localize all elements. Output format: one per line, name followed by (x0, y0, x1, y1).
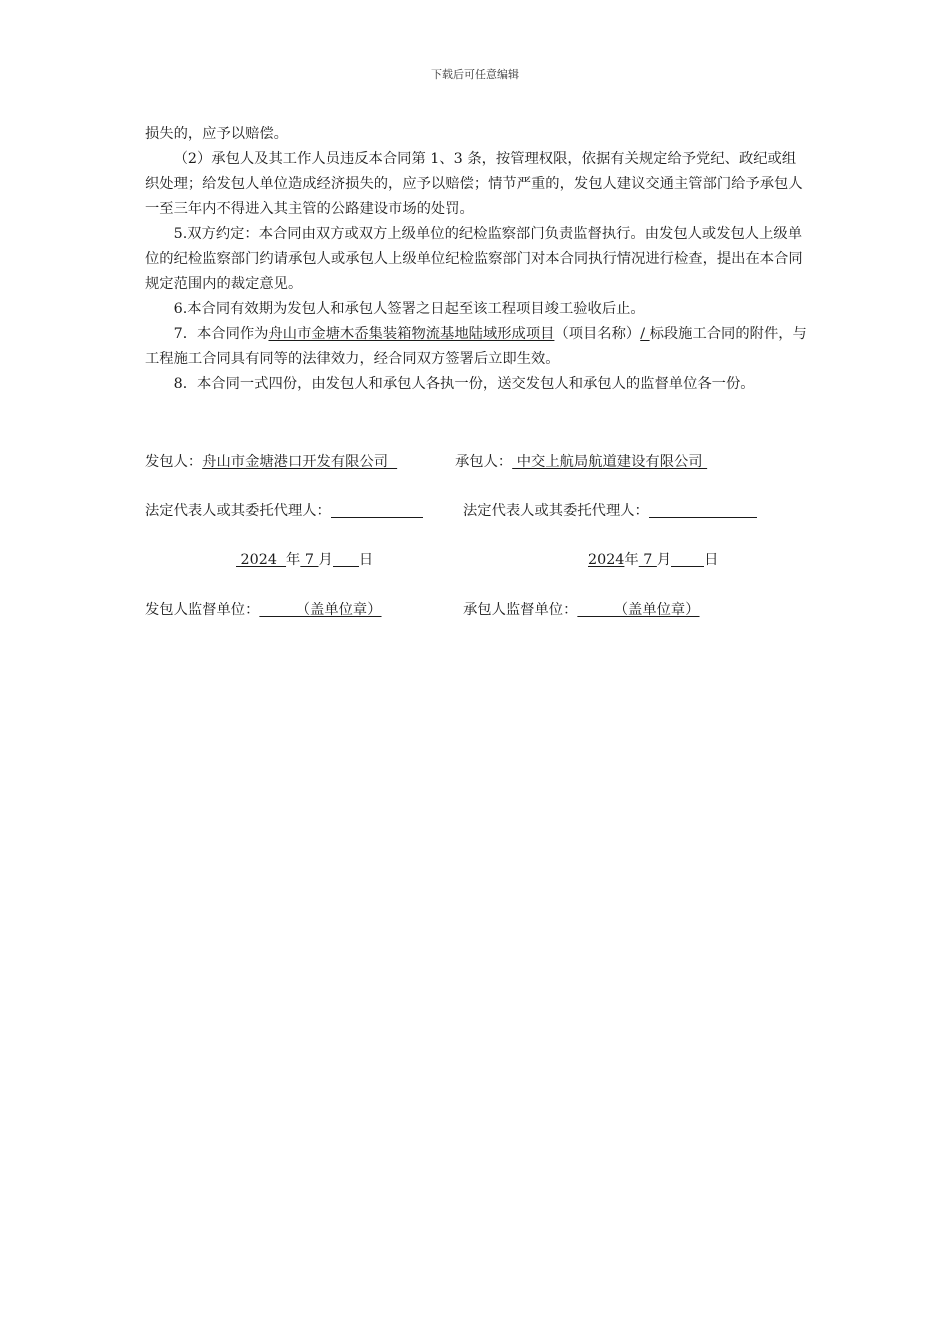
employer-date-month-char: 月 (318, 552, 333, 568)
contractor-date-day-blank (671, 550, 704, 567)
project-name-label: （项目名称） (554, 326, 641, 342)
contractor-supervisor-label: 承包人监督单位： (463, 602, 578, 618)
employer-date-year-char: 年 (286, 552, 301, 568)
contractor-date-month-char: 月 (656, 552, 672, 568)
employer-name: 舟山市金塘港口开发有限公司 (202, 454, 398, 470)
paragraph-clause-2: （2）承包人及其工作人员违反本合同第 1、3 条，按管理权限，依据有关规定给予党纪、政纪或组织处理；给发包人单位造成经济损失的，应予以赔偿；情节严重的，发包人建议交通主管部门给予承包人一至三年内不得进入其主管的公路建设市场的处罚。 (145, 151, 803, 217)
paragraph-clause-7 (145, 322, 810, 372)
employer-representative-blank (331, 501, 423, 518)
employer-supervisor-label: 发包人监督单位： (145, 602, 260, 618)
employer-date-year: 2024 (236, 552, 287, 568)
contractor-representative-blank (649, 501, 757, 518)
contractor-representative-label: 法定代表人或其委托代理人： (463, 503, 649, 519)
parties-row (145, 450, 397, 475)
employer-date-month: 7 (300, 552, 319, 568)
clause-7-intro: 7．本合同作为 (173, 326, 269, 342)
employer-date (236, 548, 373, 573)
employer-supervisor-row (145, 598, 382, 623)
contractor-supervisor-row (463, 598, 700, 623)
contractor-date-day-char: 日 (704, 552, 719, 568)
representative-row-left (145, 499, 423, 524)
contractor-date (588, 548, 718, 573)
contractor-date-year-char: 年 (624, 552, 639, 568)
employer-representative-label: 法定代表人或其委托代理人： (145, 503, 331, 519)
clause-7-rest: 标段施工合同的附件，与工程施工合同具有同等的法律效力，经合同双方签署后立即生效。 (145, 326, 807, 367)
paragraph-clause-6: 6.本合同有效期为发包人和承包人签署之日起至该工程项目竣工验收后止。 (173, 301, 645, 317)
employer-date-day-blank (333, 550, 359, 567)
page-header-note: 下载后可任意编辑 (431, 68, 519, 81)
paragraph-clause-8: 8．本合同一式四份，由发包人和承包人各执一份，送交发包人和承包人的监督单位各一份。 (173, 376, 755, 392)
section-number: / (640, 326, 650, 342)
contractor-supervisor-seal: （盖单位章） (577, 602, 700, 618)
contractor-date-year: 2024 (588, 552, 625, 568)
contractor-name: 中交上航局航道建设有限公司 (512, 454, 708, 470)
contractor-date-month: 7 (638, 552, 657, 568)
paragraph-clause-5: 5.双方约定：本合同由双方或双方上级单位的纪检监察部门负责监督执行。由发包人或发包人上级单位的纪检监察部门约请承包人或承包人上级单位纪检监察部门对本合同执行情况进行检查，提出在本合同规定范围内的裁定意见。 (145, 226, 803, 292)
employer-label: 发包人： (145, 454, 203, 470)
employer-date-day-char: 日 (358, 552, 374, 568)
contractor-block (455, 450, 707, 475)
project-name: 舟山市金塘木岙集装箱物流基地陆域形成项目 (268, 326, 555, 342)
contractor-label: 承包人： (455, 454, 513, 470)
employer-supervisor-seal: （盖单位章） (259, 602, 382, 618)
representative-row-right (463, 499, 757, 524)
paragraph-compensation: 损失的，应予以赔偿。 (145, 126, 288, 142)
contract-body (145, 122, 810, 397)
